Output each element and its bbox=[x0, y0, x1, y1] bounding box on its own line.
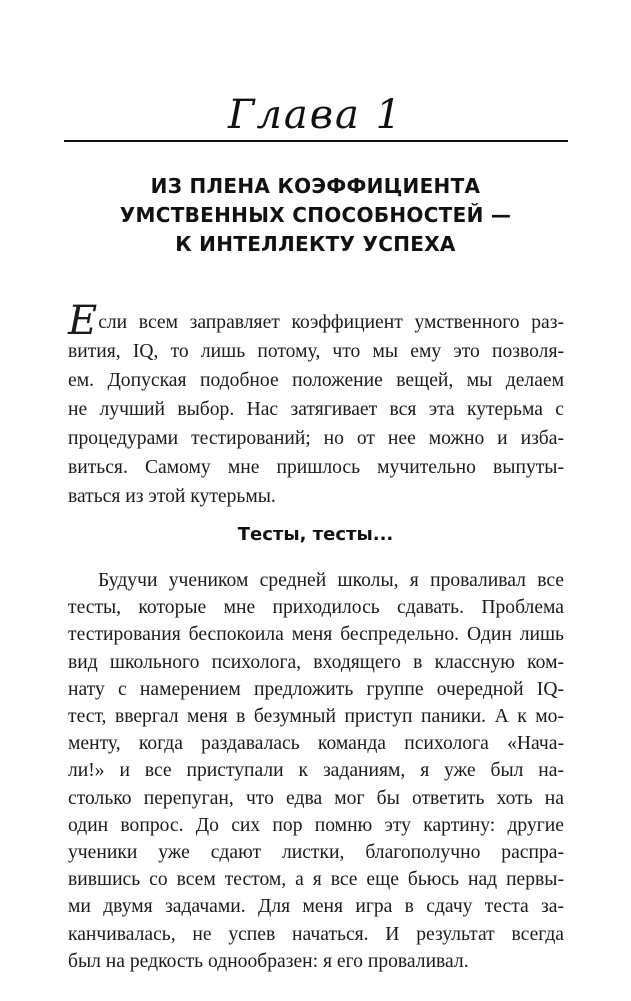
chapter-title-line: УМСТВЕННЫХ СПОСОБНОСТЕЙ — bbox=[119, 203, 512, 227]
body-line: один вопрос. До сих пор помню эту картину: другие bbox=[68, 814, 564, 836]
chapter-label: Глава 1 bbox=[227, 92, 404, 138]
body-line: ли!» и все приступали к заданиям, я уже был на- bbox=[68, 760, 564, 782]
drop-cap: Е bbox=[68, 298, 98, 344]
body-line: нату с намерением предложить группе очередной IQ- bbox=[68, 678, 564, 700]
chapter-title bbox=[0, 172, 631, 259]
body-line: ученики уже сдают листки, благополучно распра- bbox=[68, 842, 564, 864]
body-line: ми двумя задачами. Для меня игра в сдачу теста за- bbox=[68, 896, 564, 918]
intro-line: вития, IQ, то лишь потому, что мы ему это позволя- bbox=[68, 341, 564, 362]
intro-line: ваться из этой кутерьмы. bbox=[68, 486, 276, 507]
body-line: вившись со всем тестом, а я все еще бьюсь над первы- bbox=[68, 869, 564, 891]
body-line: тесты, которые мне приходилось сдавать. Проблема bbox=[68, 597, 564, 619]
body-line: тестирования беспокоила меня беспредельно. Один лишь bbox=[68, 624, 564, 646]
body-line: столько перепуган, что едва мог бы ответить хоть на bbox=[68, 787, 564, 809]
body-line: вид школьного психолога, входящего в классную ком- bbox=[68, 651, 564, 673]
body-line: Будучи учеником средней школы, я проваливал все bbox=[98, 570, 564, 591]
body-line: менту, когда раздавалась команда психолога «Нача- bbox=[68, 733, 564, 755]
body-line: тест, ввергал меня в безумный приступ паники. А к мо- bbox=[68, 706, 564, 728]
body-line: канчивалась, не успев начаться. И результат всегда bbox=[68, 923, 564, 945]
chapter-title-line: ИЗ ПЛЕНА КОЭФФИЦИЕНТА bbox=[150, 174, 481, 198]
intro-line bbox=[68, 298, 564, 344]
intro-line-text: сли всем заправляет коэффициент умственного раз- bbox=[98, 312, 564, 333]
section-heading: Тесты, тесты... bbox=[237, 524, 394, 545]
intro-line: процедурами тестирований; но от нее можно и избa- bbox=[68, 428, 564, 449]
section-paragraph bbox=[68, 567, 564, 975]
intro-paragraph bbox=[68, 298, 564, 511]
body-line: был на редкость однообразен: я его проваливал. bbox=[68, 950, 469, 972]
intro-line: не лучший выбор. Нас затягивает вся эта кутерьма с bbox=[68, 399, 564, 420]
intro-line: ем. Допуская подобное положение вещей, мы делаем bbox=[68, 370, 564, 391]
chapter-title-line: К ИНТЕЛЛЕКТУ УСПЕХА bbox=[175, 232, 456, 256]
intro-line: виться. Самому мне пришлось мучительно выпуты- bbox=[68, 457, 564, 478]
chapter-divider bbox=[64, 140, 568, 142]
